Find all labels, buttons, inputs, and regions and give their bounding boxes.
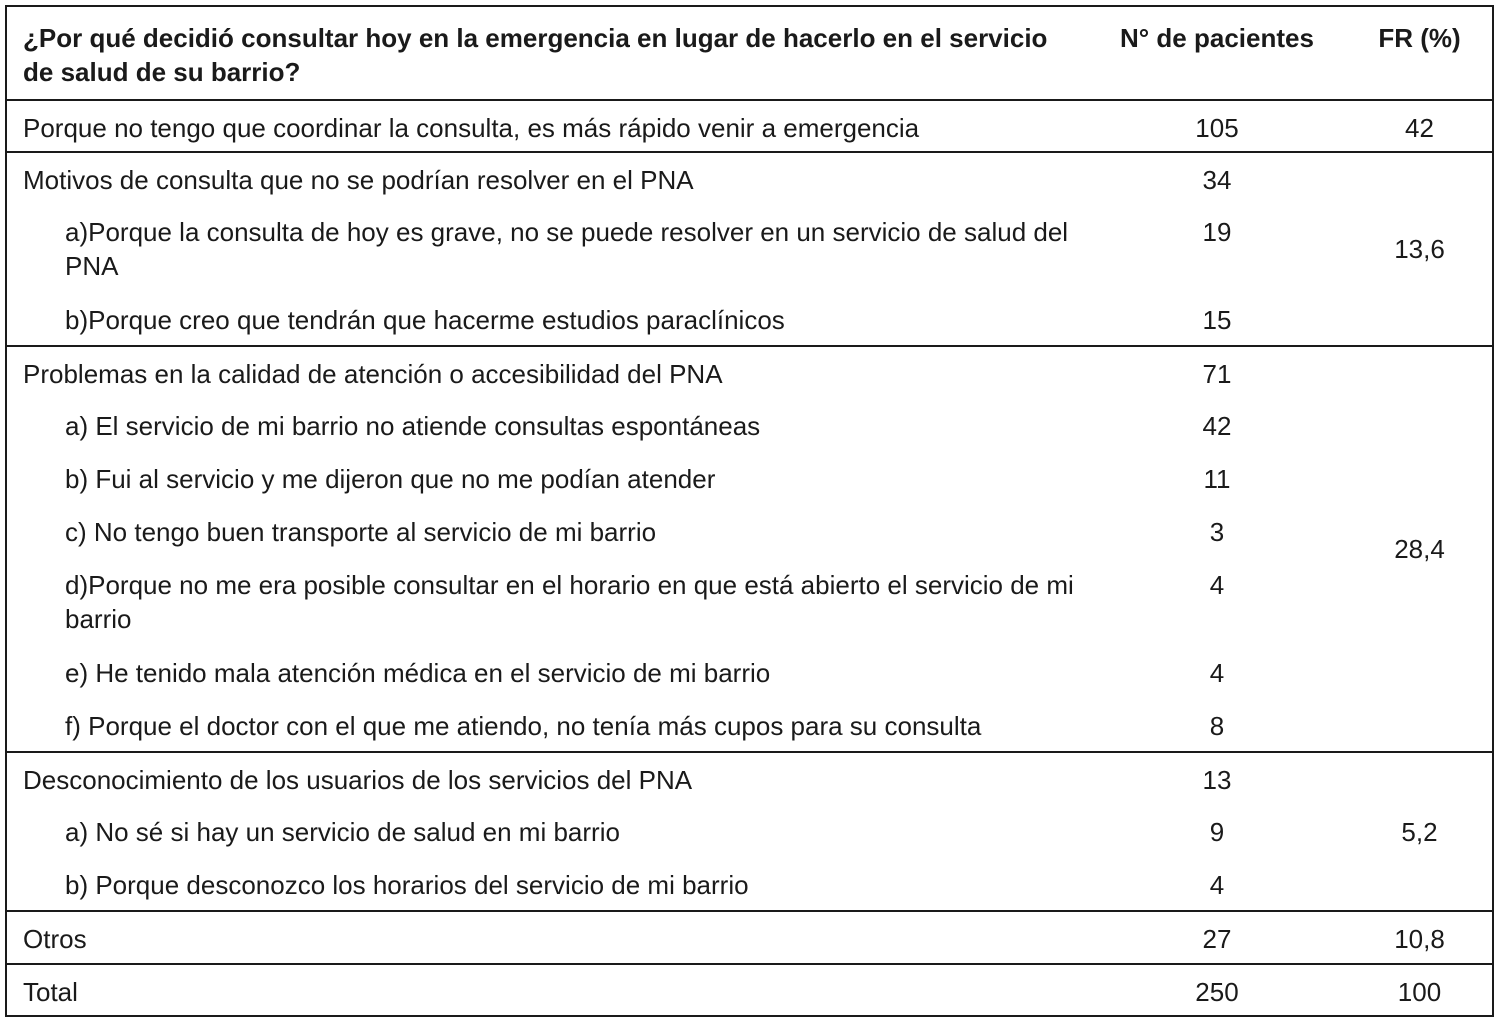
subrow-label: c) No tengo buen transporte al servicio de mi barrio xyxy=(65,517,657,547)
table-header-row xyxy=(7,7,1492,100)
table-row xyxy=(7,558,1492,646)
row-patients: 4 xyxy=(1209,658,1225,688)
row-fr: 42 xyxy=(1347,100,1492,152)
table-row xyxy=(7,205,1492,293)
row-patients: 9 xyxy=(1209,817,1225,847)
table-row xyxy=(7,100,1492,152)
subrow-label: e) He tenido mala atención médica en el servicio de mi barrio xyxy=(65,658,771,688)
table-row xyxy=(7,293,1492,346)
row-patients: 34 xyxy=(1087,152,1347,205)
subrow-label: a) No sé si hay un servicio de salud en mi barrio xyxy=(65,817,620,847)
total-patients: 250 xyxy=(1087,964,1347,1017)
row-patients: 4 xyxy=(1209,570,1225,600)
row-patients: 105 xyxy=(1087,100,1347,152)
group-label: Desconocimiento de los usuarios de los servicios del PNA xyxy=(7,752,1087,805)
row-patients: 42 xyxy=(1202,411,1232,441)
table-row xyxy=(7,505,1492,558)
group-fr: 28,4 xyxy=(1347,346,1492,752)
table-row xyxy=(7,752,1492,805)
table-row xyxy=(7,152,1492,205)
table-row xyxy=(7,399,1492,452)
subrow-label: d)Porque no me era posible consultar en el horario en que está abierto el servicio de mi barrio xyxy=(65,570,1074,634)
subrow-label: b)Porque creo que tendrán que hacerme estudios paraclínicos xyxy=(65,305,785,335)
subrow-label: b) Porque desconozco los horarios del servicio de mi barrio xyxy=(65,870,749,900)
row-patients: 19 xyxy=(1202,217,1232,247)
table-row xyxy=(7,646,1492,699)
header-question: ¿Por qué decidió consultar hoy en la emergencia en lugar de hacerlo en el servicio de salud de su barrio? xyxy=(23,23,1048,87)
row-patients: 11 xyxy=(1203,464,1231,494)
subrow-label: a) El servicio de mi barrio no atiende consultas espontáneas xyxy=(65,411,761,441)
group-fr: 13,6 xyxy=(1347,152,1492,346)
survey-table xyxy=(7,7,1492,1017)
subrow-label: b) Fui al servicio y me dijeron que no me podían atender xyxy=(65,464,716,494)
row-patients: 8 xyxy=(1209,711,1225,741)
total-label: Total xyxy=(7,964,1087,1017)
group-label: Problemas en la calidad de atención o accesibilidad del PNA xyxy=(7,346,1087,399)
row-fr: 10,8 xyxy=(1347,911,1492,964)
subrow-label: f) Porque el doctor con el que me atiendo, no tenía más cupos para su consulta xyxy=(65,711,982,741)
table-row-total xyxy=(7,964,1492,1017)
table-row xyxy=(7,346,1492,399)
subrow-label: a)Porque la consulta de hoy es grave, no se puede resolver en un servicio de salud del PNA xyxy=(65,217,1069,281)
group-label: Motivos de consulta que no se podrían resolver en el PNA xyxy=(7,152,1087,205)
row-patients: 15 xyxy=(1202,305,1232,335)
row-patients: 4 xyxy=(1209,870,1225,900)
table-row xyxy=(7,805,1492,858)
row-patients: 27 xyxy=(1087,911,1347,964)
row-label: Porque no tengo que coordinar la consulta, es más rápido venir a emergencia xyxy=(7,100,1087,152)
table-row xyxy=(7,699,1492,752)
header-fr: FR (%) xyxy=(1378,23,1461,53)
group-fr: 5,2 xyxy=(1347,752,1492,911)
header-patients: N° de pacientes xyxy=(1120,23,1314,53)
row-patients: 3 xyxy=(1209,517,1225,547)
row-patients: 13 xyxy=(1087,752,1347,805)
table-row xyxy=(7,452,1492,505)
survey-table-frame xyxy=(5,5,1494,1017)
row-label: Otros xyxy=(7,911,1087,964)
total-fr: 100 xyxy=(1347,964,1492,1017)
table-row xyxy=(7,858,1492,911)
table-row xyxy=(7,911,1492,964)
row-patients: 71 xyxy=(1087,346,1347,399)
